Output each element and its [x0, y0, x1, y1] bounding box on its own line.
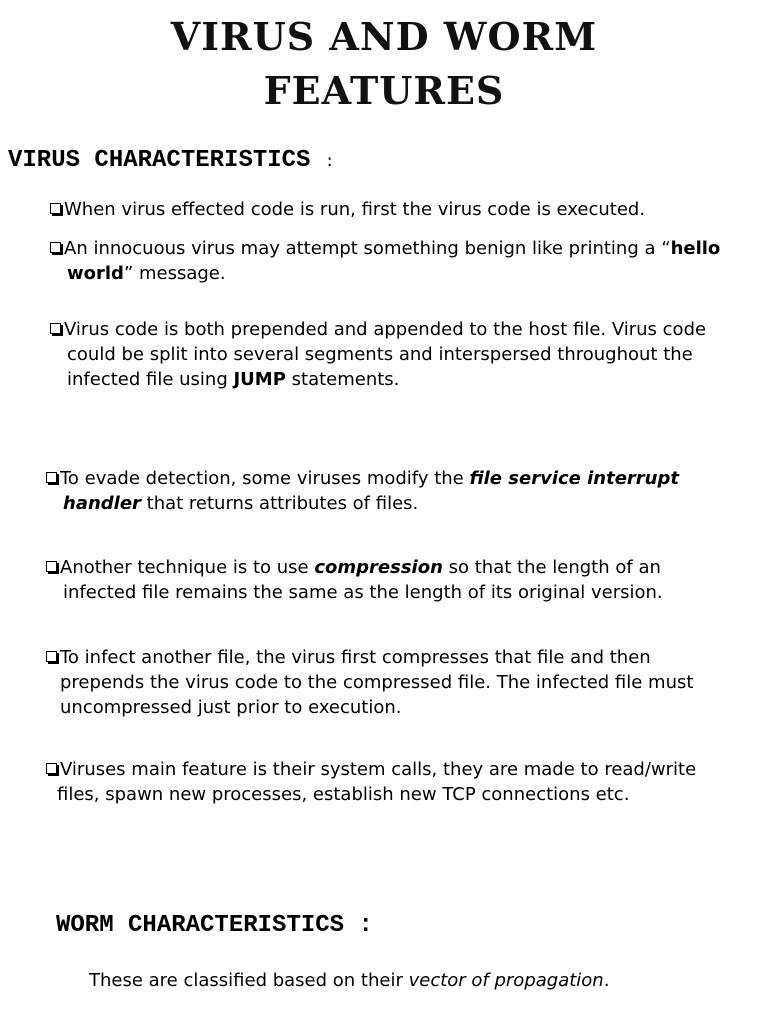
bullet-text-bold-italic: handler — [63, 493, 141, 514]
bullet-text-bold: world — [67, 263, 124, 284]
checkbox-square-icon — [50, 242, 61, 253]
bullet-prepended-appended — [50, 317, 706, 392]
bullet-virus-execution — [50, 197, 645, 222]
bullet-text: that returns attributes of files. — [140, 493, 419, 514]
worm-heading-text: WORM CHARACTERISTICS — [56, 912, 345, 939]
bullet-evade-detection — [46, 466, 679, 516]
page-title-line-1: VIRUS AND WORM — [170, 14, 598, 59]
bullet-text: uncompressed just prior to execution. — [60, 697, 402, 718]
virus-characteristics-heading — [8, 147, 334, 174]
checkbox-square-icon — [46, 561, 57, 572]
virus-heading-colon: : — [324, 153, 335, 171]
worm-heading-colon: : — [358, 912, 373, 939]
checkbox-square-icon — [46, 763, 57, 774]
worm-characteristics-heading — [56, 912, 373, 939]
bullet-text: files, spawn new processes, establish new TCP connections etc. — [57, 784, 630, 805]
bullet-text-bold-italic: compression — [314, 557, 443, 578]
bullet-text: To infect another file, the virus first compresses that file and then — [60, 647, 651, 668]
bullet-text: prepends the virus code to the compressed file. The infected file must — [60, 672, 694, 693]
bullet-text: An innocuous virus may attempt something benign like printing a “ — [64, 238, 671, 259]
virus-heading-text: VIRUS CHARACTERISTICS — [8, 147, 311, 174]
bullet-innocuous-virus — [50, 236, 720, 286]
bullet-text: infected file using — [67, 369, 234, 390]
checkbox-square-icon — [46, 651, 57, 662]
bullet-text-bold-italic: file service interrupt — [469, 468, 679, 489]
bullet-infect-another-file — [46, 645, 693, 720]
bullet-text: infected file remains the same as the length of its original version. — [63, 582, 663, 603]
bullet-text: statements. — [285, 369, 400, 390]
bullet-text: could be split into several segments and interspersed throughout the — [67, 344, 693, 365]
bullet-compression — [46, 555, 663, 605]
checkbox-square-icon — [50, 323, 61, 334]
worm-text: These are classified based on their — [89, 970, 409, 991]
worm-text-italic: vector of propagation — [408, 970, 604, 991]
bullet-text: To evade detection, some viruses modify the — [60, 468, 470, 489]
bullet-text: When virus effected code is run, first the virus code is executed. — [64, 199, 646, 220]
bullet-text: Viruses main feature is their system calls, they are made to read/write — [60, 759, 697, 780]
bullet-text: so that the length of an — [442, 557, 661, 578]
page-title-line-2: FEATURES — [263, 68, 505, 113]
bullet-system-calls — [46, 757, 696, 807]
worm-classification-text — [89, 968, 609, 993]
bullet-text: Virus code is both prepended and appended to the host file. Virus code — [64, 319, 707, 340]
worm-text-period: . — [603, 970, 610, 991]
bullet-text: Another technique is to use — [60, 557, 315, 578]
checkbox-square-icon — [50, 203, 61, 214]
bullet-text: ” message. — [123, 263, 226, 284]
bullet-text-bold: hello — [670, 238, 721, 259]
checkbox-square-icon — [46, 472, 57, 483]
bullet-text-bold: JUMP — [233, 369, 286, 390]
